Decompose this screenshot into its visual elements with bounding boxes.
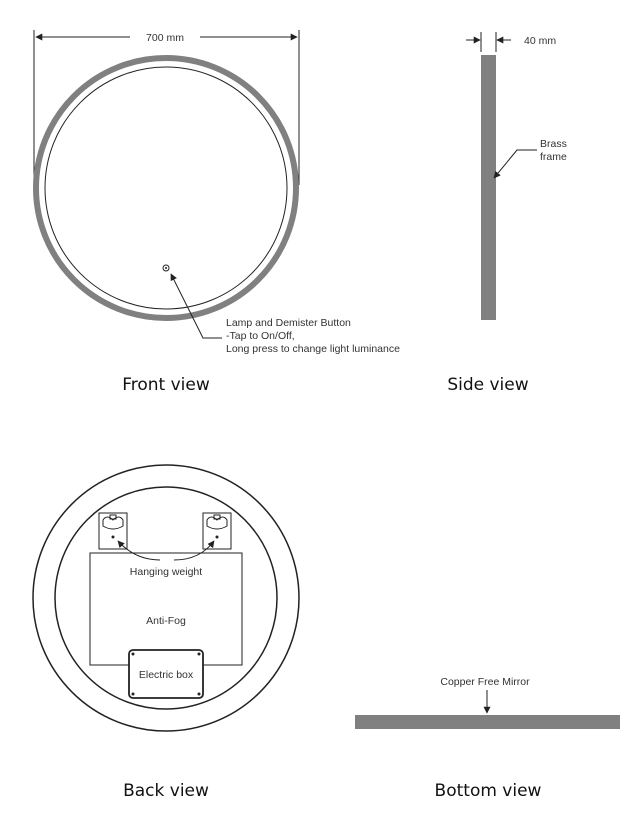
side-frame-bar: [481, 55, 496, 320]
front-inner-glass: [45, 67, 287, 309]
bottom-view-caption: Bottom view: [434, 781, 542, 801]
side-view-caption: Side view: [447, 375, 529, 395]
bottom-view: [355, 676, 620, 801]
front-outer-frame: [36, 58, 296, 318]
hanging-bracket-right-icon: [203, 513, 231, 549]
back-view: [33, 465, 299, 801]
back-view-caption: Back view: [123, 781, 209, 801]
brass-label-line2: frame: [540, 151, 567, 163]
anti-fog-label: Anti-Fog: [146, 615, 186, 627]
bottom-mirror-bar: [355, 715, 620, 729]
side-view: [447, 32, 567, 395]
front-view: [34, 30, 400, 395]
lamp-demister-button-icon: [163, 265, 169, 271]
front-view-caption: Front view: [122, 375, 210, 395]
hanging-bracket-left-icon: [99, 513, 127, 549]
electric-box-screw-bl-icon: [132, 693, 135, 696]
brass-frame-leader: [494, 150, 537, 178]
brass-label-line1: Brass: [540, 138, 567, 150]
electric-box-screw-br-icon: [198, 693, 201, 696]
button-label-line3: Long press to change light luminance: [226, 343, 400, 355]
button-label-line2: -Tap to On/Off,: [226, 330, 295, 342]
front-dimension-label: 700 mm: [146, 32, 184, 44]
side-dimension-label: 40 mm: [524, 35, 557, 47]
copper-free-mirror-label: Copper Free Mirror: [440, 676, 530, 688]
button-label-line1: Lamp and Demister Button: [226, 317, 351, 329]
electric-box-label: Electric box: [138, 669, 194, 681]
electric-box-screw-tl-icon: [132, 653, 135, 656]
electric-box-screw-tr-icon: [198, 653, 201, 656]
hanging-weight-label: Hanging weight: [129, 566, 203, 578]
